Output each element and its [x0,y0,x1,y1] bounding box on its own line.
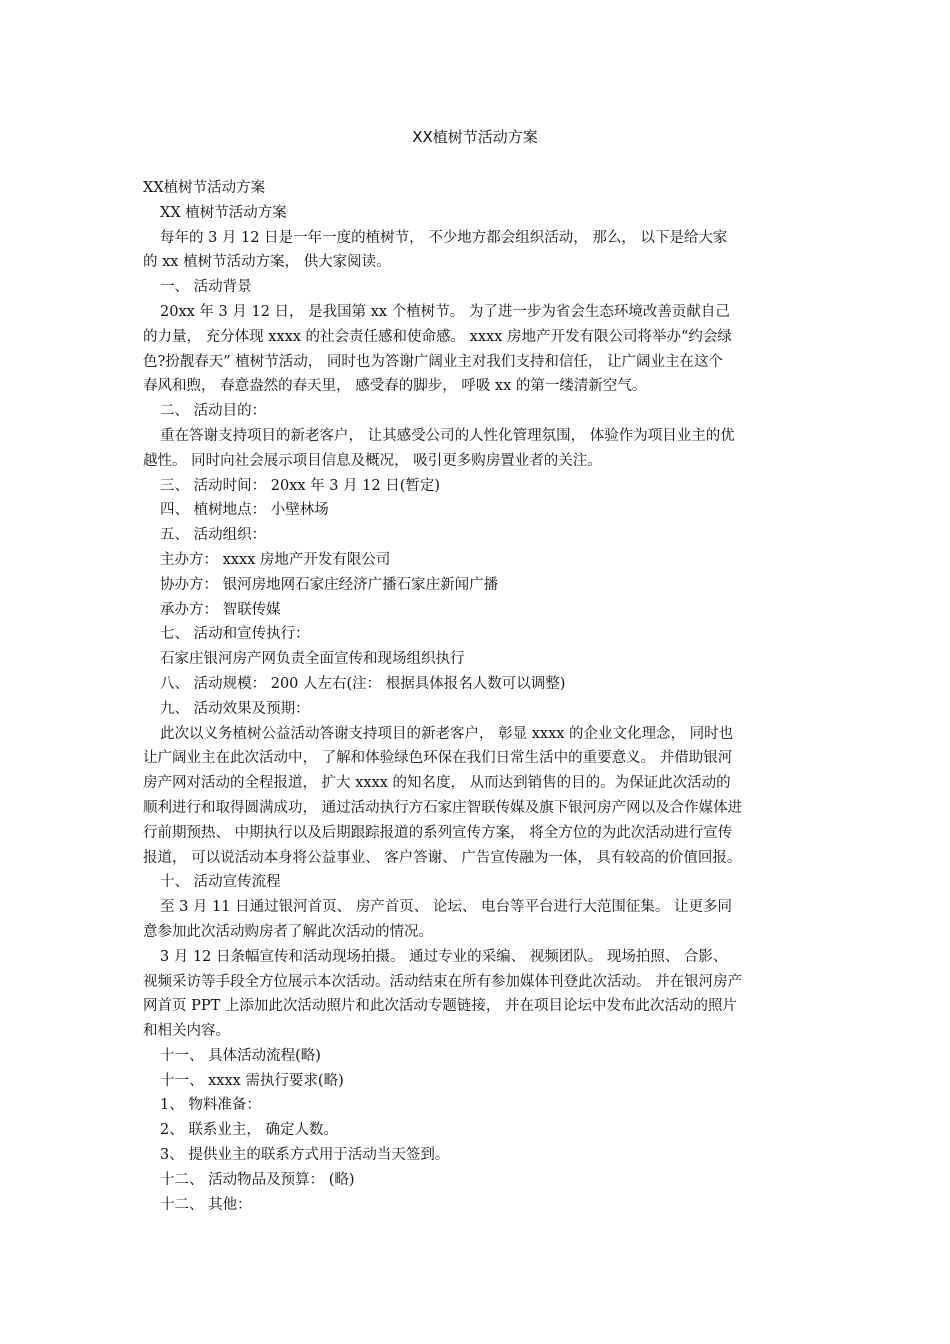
body-line: 行前期预热、 中期执行以及后期跟踪报道的系列宣传方案， 将全方位的为此次活动进行宣传 [143,824,733,841]
body-line: 承办方： 智联传媒 [160,601,281,618]
body-line: 主办方： xxxx 房地产开发有限公司 [160,551,391,568]
body-line: 20xx 年 3 月 12 日， 是我国第 xx 个植树节。 为了进一步为省会生态环境改善贡献自己 [160,303,730,320]
list-item: 3、 提供业主的联系方式用于活动当天签到。 [160,1147,450,1164]
section-heading: 十二、 活动物品及预算： (略) [160,1171,355,1188]
document-title: XX植树节活动方案 [412,128,538,146]
body-line: 石家庄银河房产网负责全面宣传和现场组织执行 [160,651,465,668]
body-line: 色?扮靓春天” 植树节活动， 同时也为答谢广阔业主对我们支持和信任， 让广阔业主在这个 [143,353,724,370]
body-line: 3 月 12 日条幅宣传和活动现场拍摄。 通过专业的采编、 视频团队。 现场拍照、 合影、 [160,948,728,965]
body-line: XX 植树节活动方案 [160,204,287,221]
section-heading: 十二、 其他： [160,1196,252,1213]
body-line: 此次以义务植树公益活动答谢支持项目的新老客户， 彰显 xxxx 的企业文化理念， 同时也 [160,725,734,742]
body-line: 至 3 月 11 日通过银河首页、 房产首页、 论坛、 电台等平台进行大范围征集。 让更多同 [160,899,733,916]
section-heading: 五、 活动组织： [160,527,267,544]
body-line: 让广阔业主在此次活动中， 了解和体验绿色环保在我们日常生活中的重要意义。 并借助银河 [143,750,733,767]
body-line: 的力量， 充分体现 xxxx 的社会责任感和使命感。 xxxx 房地产开发有限公司将举办“约会绿 [143,328,732,345]
section-heading: 十一、 具体活动流程(略) [160,1047,321,1064]
body-line: 重在答谢支持项目的新老客户， 让其感受公司的人性化管理氛围， 体验作为项目业主的优 [160,427,735,444]
body-line: 报道， 可以说活动本身将公益事业、 客户答谢、 广告宣传融为一体， 具有较高的价值回报。 [143,849,742,866]
body-line: 的 xx 植树节活动方案， 供大家阅读。 [143,254,391,271]
section-heading: 三、 活动时间： 20xx 年 3 月 12 日(暂定) [160,477,441,494]
section-heading: 四、 植树地点： 小壁林场 [160,502,329,519]
section-heading: 二、 活动目的： [160,403,267,420]
body-line: 房产网对活动的全程报道， 扩大 xxxx 的知名度， 从而达到销售的目的。为保证此次活动的 [143,775,731,792]
body-line: 网首页 PPT 上添加此次活动照片和此次活动专题链接， 并在项目论坛中发布此次活动的照片 [143,998,738,1015]
section-heading: 十、 活动宣传流程 [160,874,281,891]
body-line: 协办方： 银河房地网石家庄经济广播石家庄新闻广播 [160,576,499,593]
document-body [143,176,811,1217]
body-line: 顺利进行和取得圆满成功， 通过活动执行方石家庄智联传媒及旗下银河房产网以及合作媒体进 [143,799,743,816]
list-item: 2、 联系业主， 确定人数。 [160,1122,338,1139]
body-line: 和相关内容。 [143,1023,230,1040]
body-line: 春风和煦， 春意盎然的春天里， 感受春的脚步， 呼吸 xx 的第一缕清新空气。 [143,378,647,395]
body-line: 意参加此次活动购房者了解此次活动的情况。 [143,923,433,940]
section-heading: 十一、 xxxx 需执行要求(略) [160,1072,344,1089]
list-item: 1、 物料准备： [160,1097,261,1114]
section-heading: 一、 活动背景 [160,279,252,296]
body-line: 越性。 同时向社会展示项目信息及概况， 吸引更多购房置业者的关注。 [143,452,602,469]
body-line: 每年的 3 月 12 日是一年一度的植树节， 不少地方都会组织活动， 那么， 以下是给大家 [160,229,728,246]
section-heading: 九、 活动效果及预期： [160,700,310,717]
body-line: 视频采访等手段全方位展示本次活动。活动结束在所有参加媒体刊登此次活动。 并在银河房产 [143,973,743,990]
body-line: XX植树节活动方案 [143,180,266,196]
section-heading: 八、 活动规模： 200 人左右(注： 根据具体报名人数可以调整) [160,675,566,692]
section-heading: 七、 活动和宣传执行： [160,626,310,643]
